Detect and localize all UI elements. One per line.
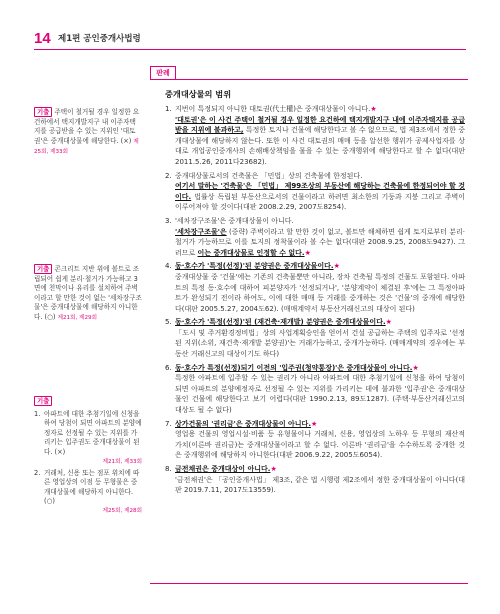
star-icon: ★ xyxy=(385,318,392,327)
item-head: 동·호수가 특정(선정)되기 이전의 '입주권(청약통장)'은 중개대상물이 아니다. xyxy=(175,363,413,372)
tab-rule xyxy=(150,79,468,80)
item-head: 동·호수가 '특정(선정)'된 분양권은 중개대상물이다. xyxy=(175,262,334,271)
item-body-emphasis: 여기서 말하는 '건축물'은 「민법」 제99조상의 부동산에 해당하는 건축물에 한정되어야 할 것이다. xyxy=(175,182,465,201)
side-note-refs: 제25회, 제33회 xyxy=(34,138,139,156)
precedent-tab: 판례 xyxy=(150,66,176,79)
precedent-list xyxy=(165,104,465,499)
item-body: '금전채권'은 「공인중개사법」 제3조, 같은 법 시행령 제2조에서 정한 중개대상물이 아니다(대판 2019.7.11, 2017도13559). xyxy=(175,475,465,495)
page-header xyxy=(0,30,500,48)
page-number: 14 xyxy=(34,30,51,47)
star-icon: ★ xyxy=(412,363,419,372)
item-body-emphasis: '대토권'은 이 사건 주택이 철거될 경우 일정한 요건하에 택지개발지구 내에 이주자택지를 공급받을 지위에 불과하고, xyxy=(175,115,465,135)
list-item: 6. 동·호수가 특정(선정)되기 이전의 '입주권(청약통장)'은 중개대상물이 아니다.★ 특정한 아파트에 입주할 수 있는 권리가 아니라 아파트에 대한 추첨기일에 신청을 하여 당첨이 되면 아파트의 분양예정자로 선정될 수 있는 지위를 가리키는 데에 불과한 '입주권'은 중개대상물인 건물에 해당한다고 보기 어렵다(대판 1990.2.13, 89도1287). (주택·부동산거래신고의 대상도 될 수 없다) xyxy=(165,363,465,415)
side-note-refs: 제25회, 제28회 xyxy=(102,507,142,514)
item-head: '세차장구조물'은 중개대상물이 아니다. xyxy=(175,216,294,225)
item-body-tail: 이는 중개대상물로 인정할 수 없다. xyxy=(197,248,305,257)
header-rule xyxy=(34,49,466,50)
item-body-emphasis: '세차장구조물'은 xyxy=(175,227,227,236)
bottom-rule xyxy=(150,583,468,584)
side-note-2 xyxy=(34,264,142,324)
side-note-tag: 기출 xyxy=(34,396,52,406)
list-item: 8. 금전채권은 중개대상이 아니다.★ '금전채권'은 「공인중개사법」 제3조, 같은 법 시행령 제2조에서 정한 중개대상물이 아니다(대판 2019.7.11, 2017도13559). xyxy=(165,465,465,495)
list-item: 7. 상가건물의 '권리금'은 중개대상물이 아니다.★ 영업용 건물의 영업시설·비품 등 유형물이나 거래처, 신용, 영업상의 노하우 등 무형의 재산적 가치(이른바 권리금)는 중개대상물이라고 할 수 없다. 이른바 '권리금'을 수수하도록 중개한 것은 중개행위에 해당하지 아니한다(대판 2006.9.22, 2005도6054). xyxy=(165,419,465,460)
side-note-refs: 제21회, 제33회 xyxy=(102,458,142,465)
item-head: 지번이 특정되지 아니한 대토권(代土權)은 중개대상물이 아니다. xyxy=(175,105,371,113)
side-note-text: 콘크리트 지반 위에 볼트로 조립되어 쉽게 분리·철거가 가능하고 3면에 천막이나 유리를 설치하여 주벽이라고 할 만한 것이 없는 '세차장구조물'은 중개대상물에 해당하지 아니한다. (○) xyxy=(34,265,142,321)
list-item: 3. '세차장구조물'은 중개대상물이 아니다. '세차장구조물'은 (중략) 주벽이라고 할 만한 것이 없고, 볼트만 해체하면 쉽게 토지로부터 분리·철거가 가능하므로 이를 토지의 정착물이라 볼 수는 없다(대판 2008.9.25, 2008도9427). 그러므로 이는 중개대상물로 인정할 수 없다.★ xyxy=(165,216,465,257)
side-note-tag: 기출 xyxy=(34,107,52,117)
side-note-item: 2. 거래처, 신용 또는 점포 위치에 따른 영업상의 이점 등 무형물은 중개대상물에 해당하지 아니한다. (○) xyxy=(34,468,140,506)
star-icon: ★ xyxy=(333,262,340,271)
item-head: 금전채권은 중개대상이 아니다. xyxy=(175,465,271,473)
item-body: 특정한 토지나 건물에 해당한다고 볼 수 없으므로, 법 제3조에서 정한 중개대상물에 해당하지 않는다. 또한 이 사건 대토권의 매매 등을 알선한 행위가 공제사업자를 상대로 개업공인중개사의 손해배상책임을 물을 수 있는 중개행위에 해당한다고 할 수 없다(대판 2011.5.26, 2011다23682). xyxy=(175,126,465,166)
item-body: 영업용 건물의 영업시설·비품 등 유형물이나 거래처, 신용, 영업상의 노하우 등 무형의 재산적 가치(이른바 권리금)는 중개대상물이라고 할 수 없다. 이른바 '권리금'을 수수하도록 중개한 것은 중개행위에 해당하지 아니한다(대판 2006.9.22, 2005도6054). xyxy=(175,430,465,460)
star-icon: ★ xyxy=(370,105,377,113)
list-item: 2. 중개대상물로서의 건축물은 「민법」상의 건축물에 한정된다. 여기서 말하는 '건축물'은 「민법」 제99조상의 부동산에 해당하는 건축물에 한정되어야 할 것이다. 법률상 독립된 부동산으로서의 건물이라고 하려면 최소한의 기둥과 지붕 그리고 주벽이 이루어져야 할 것이다(대판 2008.2.29, 2007도8254). xyxy=(165,171,465,212)
side-note-refs: 제21회, 제29회 xyxy=(57,314,97,321)
star-icon: ★ xyxy=(270,465,277,473)
running-head: 제1편 공인중개사법령 xyxy=(58,34,141,44)
side-note-tag: 기출 xyxy=(34,264,52,274)
item-body: 법률상 독립된 부동산으로서의 건물이라고 하려면 최소한의 기둥과 지붕 그리고 주벽이 이루어져야 할 것이다(대판 2008.2.29, 2007도8254). xyxy=(175,192,465,212)
side-note-text: 주택이 철거될 경우 일정한 요건하에서 택지개발지구 내 이주자택지를 공급받을 수 있는 지위인 '대토권'은 중개대상물에 해당한다. (×) xyxy=(34,108,140,145)
section-title: 중개대상물의 범위 xyxy=(165,89,232,99)
list-item: 5. 동·호수가 '특정(선정)'된 (재건축·재개발) 분양권은 중개대상물이다.★ 「도시 및 주거환경정비법」상의 사업계획승인을 얻어서 건설 공급하는 주택의 입주자로 '선정된 지위(소위, 재건축·재개발 분양권)'는 거래가능하고, 중개가능하다. (매매계약의 경우에는 부동산 거래신고의 대상이기도 하다) xyxy=(165,318,465,359)
item-body: 「도시 및 주거환경정비법」상의 사업계획승인을 얻어서 건설 공급하는 주택의 입주자로 '선정된 지위(소위, 재건축·재개발 분양권)'는 거래가능하고, 중개가능하다. (매매계약의 경우에는 부동산 거래신고의 대상이기도 하다) xyxy=(175,328,465,359)
list-item: 1. 지번이 특정되지 아니한 대토권(代土權)은 중개대상물이 아니다.★ '대토권'은 이 사건 주택이 철거될 경우 일정한 요건하에 택지개발지구 내에 이주자택지를 공급받을 지위에 불과하고, 특정한 토지나 건물에 해당한다고 볼 수 없으므로, 법 제3조에서 정한 중개대상물에 해당하지 않는다. 또한 이 사건 대토권의 매매 등을 알선한 행위가 공제사업자를 상대로 개업공인중개사의 손해배상책임을 물을 수 있는 중개행위에 해당한다고 할 수 없다(대판 2011.5.26, 2011다23682). xyxy=(165,105,465,166)
side-note-3 xyxy=(34,396,142,515)
item-body: 중개대상물 중 '건물'에는 기존의 건축물뿐만 아니라, 장차 건축될 특정의 건물도 포함된다. 아파트의 특정 동·호수에 대하여 피분양자가 '선정되거나', '분양계약이 체결된 후'에는 그 특정아파트가 완성되기 전이라 하여도, 이에 대한 매매 등 거래를 중개하는 것은 '건물'의 중개에 해당한다(대판 2005.5.27, 2004도62). (매매계약서 부동산거래신고의 대상이 된다) xyxy=(175,272,465,313)
star-icon: ★ xyxy=(310,419,318,428)
list-item: 4. 동·호수가 '특정(선정)'된 분양권은 중개대상물이다.★ 중개대상물 중 '건물'에는 기존의 건축물뿐만 아니라, 장차 건축될 특정의 건물도 포함된다. 아파트의 특정 동·호수에 대하여 피분양자가 '선정되거나', '분양계약이 체결된 후'에는 그 특정아파트가 완성되기 전이라 하여도, 이에 대한 매매 등 거래를 중개하는 것은 '건물'의 중개에 해당한다(대판 2005.5.27, 2004도62). (매매계약서 부동산거래신고의 대상이 된다) xyxy=(165,262,465,313)
star-icon: ★ xyxy=(304,248,311,257)
item-head: 동·호수가 '특정(선정)'된 (재건축·재개발) 분양권은 중개대상물이다. xyxy=(175,318,386,327)
item-body: 특정한 아파트에 입주할 수 있는 권리가 아니라 아파트에 대한 추첨기일에 신청을 하여 당첨이 되면 아파트의 분양예정자로 선정될 수 있는 지위를 가리키는 데에 불과한 '입주권'은 중개대상물인 건물에 해당한다고 보기 어렵다(대판 1990.2.13, 89도1287). (주택·부동산거래신고의 대상도 될 수 없다) xyxy=(175,374,465,415)
item-head: 상가건물의 '권리금'은 중개대상물이 아니다. xyxy=(175,419,311,428)
side-note-item: 1. 아파트에 대한 추첨기일에 신청을 하여 당첨이 되면 아파트의 분양예정자로 선정될 수 있는 지위를 가리키는 입주권도 중개대상물이 된다. (×) xyxy=(34,409,142,456)
side-note-1 xyxy=(34,107,142,158)
item-body: (중략) 주벽이라고 할 만한 것이 없고, 볼트만 해체하면 쉽게 토지로부터 분리·철거가 가능하므로 이를 토지의 정착물이라 볼 수는 없다(대판 2008.9.25, 2008도9427). 그러므로 xyxy=(175,227,465,257)
item-head: 중개대상물로서의 건축물은 「민법」상의 건축물에 한정된다. xyxy=(175,171,363,180)
